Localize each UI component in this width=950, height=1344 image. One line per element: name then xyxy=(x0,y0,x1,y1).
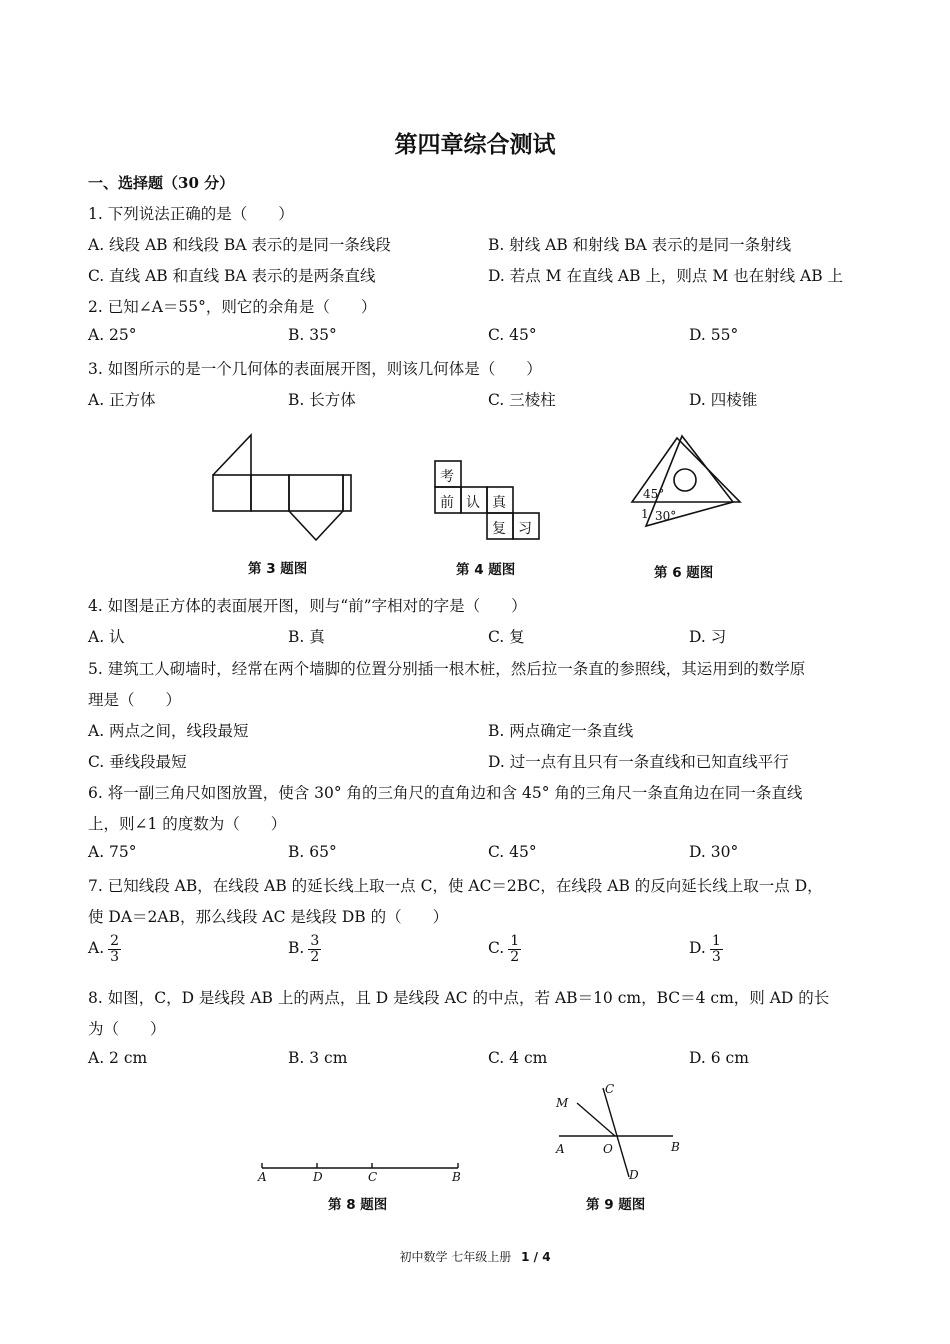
net-rect-3 xyxy=(289,475,343,511)
q6-option-c: C. 45° xyxy=(488,843,537,861)
q5-option-b: B. 两点确定一条直线 xyxy=(488,722,634,740)
q7-stem-line2: 使 DA＝2AB，那么线段 AC 是线段 DB 的（ ） xyxy=(88,908,449,926)
fig9-point-o: O xyxy=(603,1142,613,1156)
q5-option-c: C. 垂线段最短 xyxy=(88,753,187,771)
q5-stem-line1: 5. 建筑工人砌墙时，经常在两个墙脚的位置分别插一根木桩，然后拉一条直的参照线，其运用到的数学原 xyxy=(88,660,806,678)
page-title: 第四章综合测试 xyxy=(394,131,556,158)
q4-option-a: A. 认 xyxy=(88,628,125,646)
q7-option-a xyxy=(88,934,121,964)
q2-option-c: C. 45° xyxy=(488,326,537,344)
q8-option-a: A. 2 cm xyxy=(88,1049,148,1067)
q1-option-b: B. 射线 AB 和射线 BA 表示的是同一条射线 xyxy=(488,236,792,254)
q4-option-b: B. 真 xyxy=(288,628,325,646)
denominator: 3 xyxy=(110,948,120,965)
q3-option-a: A. 正方体 xyxy=(88,391,156,409)
denominator: 3 xyxy=(711,948,721,965)
figure-8-segment xyxy=(255,1160,465,1190)
q2-option-b: B. 35° xyxy=(288,326,337,344)
figure-8-caption: 第 8 题图 xyxy=(328,1197,388,1213)
q8-stem-line2: 为（ ） xyxy=(88,1020,166,1038)
q3-option-c: C. 三棱柱 xyxy=(488,391,556,409)
figure-4-caption: 第 4 题图 xyxy=(456,562,516,578)
q6-option-b: B. 65° xyxy=(288,843,337,861)
q1-option-c: C. 直线 AB 和直线 BA 表示的是两条直线 xyxy=(88,267,376,285)
figure-3-caption: 第 3 题图 xyxy=(248,561,308,577)
numerator: 2 xyxy=(110,933,120,949)
q8-option-d: D. 6 cm xyxy=(689,1049,749,1067)
q7-option-c-fraction xyxy=(508,934,521,964)
net-rect-2 xyxy=(251,475,289,511)
q7-option-a-label: A. xyxy=(88,939,105,958)
fig8-point-c: C xyxy=(368,1170,378,1184)
cell-qian: 前 xyxy=(440,495,454,511)
fig9-point-m: M xyxy=(556,1096,569,1110)
numerator: 1 xyxy=(711,933,721,949)
q5-stem-line2: 理是（ ） xyxy=(88,691,182,709)
q7-option-b-fraction xyxy=(308,934,321,964)
footer-text: 初中数学 七年级上册 xyxy=(399,1250,512,1264)
fig8-point-a: A xyxy=(258,1170,267,1184)
fig8-point-d: D xyxy=(313,1170,323,1184)
denominator: 2 xyxy=(510,948,520,965)
net-top-triangle xyxy=(213,435,251,475)
fig9-point-c: C xyxy=(605,1082,615,1096)
net-rect-4 xyxy=(343,475,351,511)
q6-stem-line1: 6. 将一副三角尺如图放置，使含 30° 角的三角尺的直角边和含 45° 角的三角尺一条直角边在同一条直线 xyxy=(88,784,803,802)
cell-fu: 复 xyxy=(492,521,506,537)
figure-4-net xyxy=(434,460,544,540)
q7-option-a-fraction xyxy=(108,934,121,964)
fig9-point-d: D xyxy=(629,1168,639,1182)
q7-option-c-label: C. xyxy=(488,939,505,958)
q2-option-d: D. 55° xyxy=(689,326,739,344)
q2-stem: 2. 已知∠A＝55°，则它的余角是（ ） xyxy=(88,298,377,316)
net-bottom-triangle xyxy=(289,511,343,540)
fig9-point-b: B xyxy=(671,1140,680,1154)
q8-option-b: B. 3 cm xyxy=(288,1049,348,1067)
q6-stem-line2: 上，则∠1 的度数为（ ） xyxy=(88,815,287,833)
q1-option-d: D. 若点 M 在直线 AB 上，则点 M 也在射线 AB 上 xyxy=(488,267,844,285)
q7-option-d-label: D. xyxy=(689,939,706,958)
fig6-angle-1: 1 xyxy=(641,507,649,521)
q5-option-d: D. 过一点有且只有一条直线和已知直线平行 xyxy=(488,753,789,771)
numerator: 1 xyxy=(510,933,520,949)
q3-stem: 3. 如图所示的是一个几何体的表面展开图，则该几何体是（ ） xyxy=(88,360,542,378)
q3-option-b: B. 长方体 xyxy=(288,391,356,409)
cell-ren: 认 xyxy=(466,495,480,511)
fig6-angle-30: 30° xyxy=(655,509,677,523)
q3-option-d: D. 四棱锥 xyxy=(689,391,758,409)
figure-6-caption: 第 6 题图 xyxy=(654,565,714,581)
q7-option-c xyxy=(488,934,521,964)
cell-zhen: 真 xyxy=(492,495,506,511)
page-footer xyxy=(0,1248,950,1265)
q2-option-a: A. 25° xyxy=(88,326,137,344)
cell-kao: 考 xyxy=(440,469,454,485)
q6-option-a: A. 75° xyxy=(88,843,137,861)
fig6-angle-45: 45° xyxy=(643,487,665,501)
fig9-point-a: A xyxy=(556,1142,565,1156)
net-rect-1 xyxy=(213,475,251,511)
q7-option-d-fraction xyxy=(710,934,723,964)
figure-9-caption: 第 9 题图 xyxy=(586,1197,646,1213)
q8-option-c: C. 4 cm xyxy=(488,1049,548,1067)
figure-3-net xyxy=(205,430,365,540)
section-heading: 一、选择题（30 分） xyxy=(88,174,235,192)
q4-option-c: C. 复 xyxy=(488,628,525,646)
q7-stem-line1: 7. 已知线段 AB，在线段 AB 的延长线上取一点 C，使 AC＝2BC，在线段 AB 的反向延长线上取一点 D， xyxy=(88,877,823,895)
denominator: 2 xyxy=(310,948,320,965)
q1-option-a: A. 线段 AB 和线段 BA 表示的是同一条线段 xyxy=(88,236,391,254)
page-number: 1 / 4 xyxy=(521,1250,551,1264)
triangle-hole xyxy=(674,469,696,491)
q4-option-d: D. 习 xyxy=(689,628,727,646)
q7-option-b-label: B. xyxy=(288,939,305,958)
q5-option-a: A. 两点之间，线段最短 xyxy=(88,722,249,740)
q4-stem: 4. 如图是正方体的表面展开图，则与“前”字相对的字是（ ） xyxy=(88,597,527,615)
q7-option-b xyxy=(288,934,321,964)
q7-option-d xyxy=(689,934,723,964)
fig8-point-b: B xyxy=(452,1170,461,1184)
q6-option-d: D. 30° xyxy=(689,843,739,861)
cell-xi: 习 xyxy=(518,521,532,537)
q8-stem-line1: 8. 如图，C，D 是线段 AB 上的两点，且 D 是线段 AC 的中点，若 AB＝10 cm，BC＝4 cm，则 AD 的长 xyxy=(88,989,830,1007)
numerator: 3 xyxy=(310,933,320,949)
q1-stem: 1. 下列说法正确的是（ ） xyxy=(88,205,294,223)
